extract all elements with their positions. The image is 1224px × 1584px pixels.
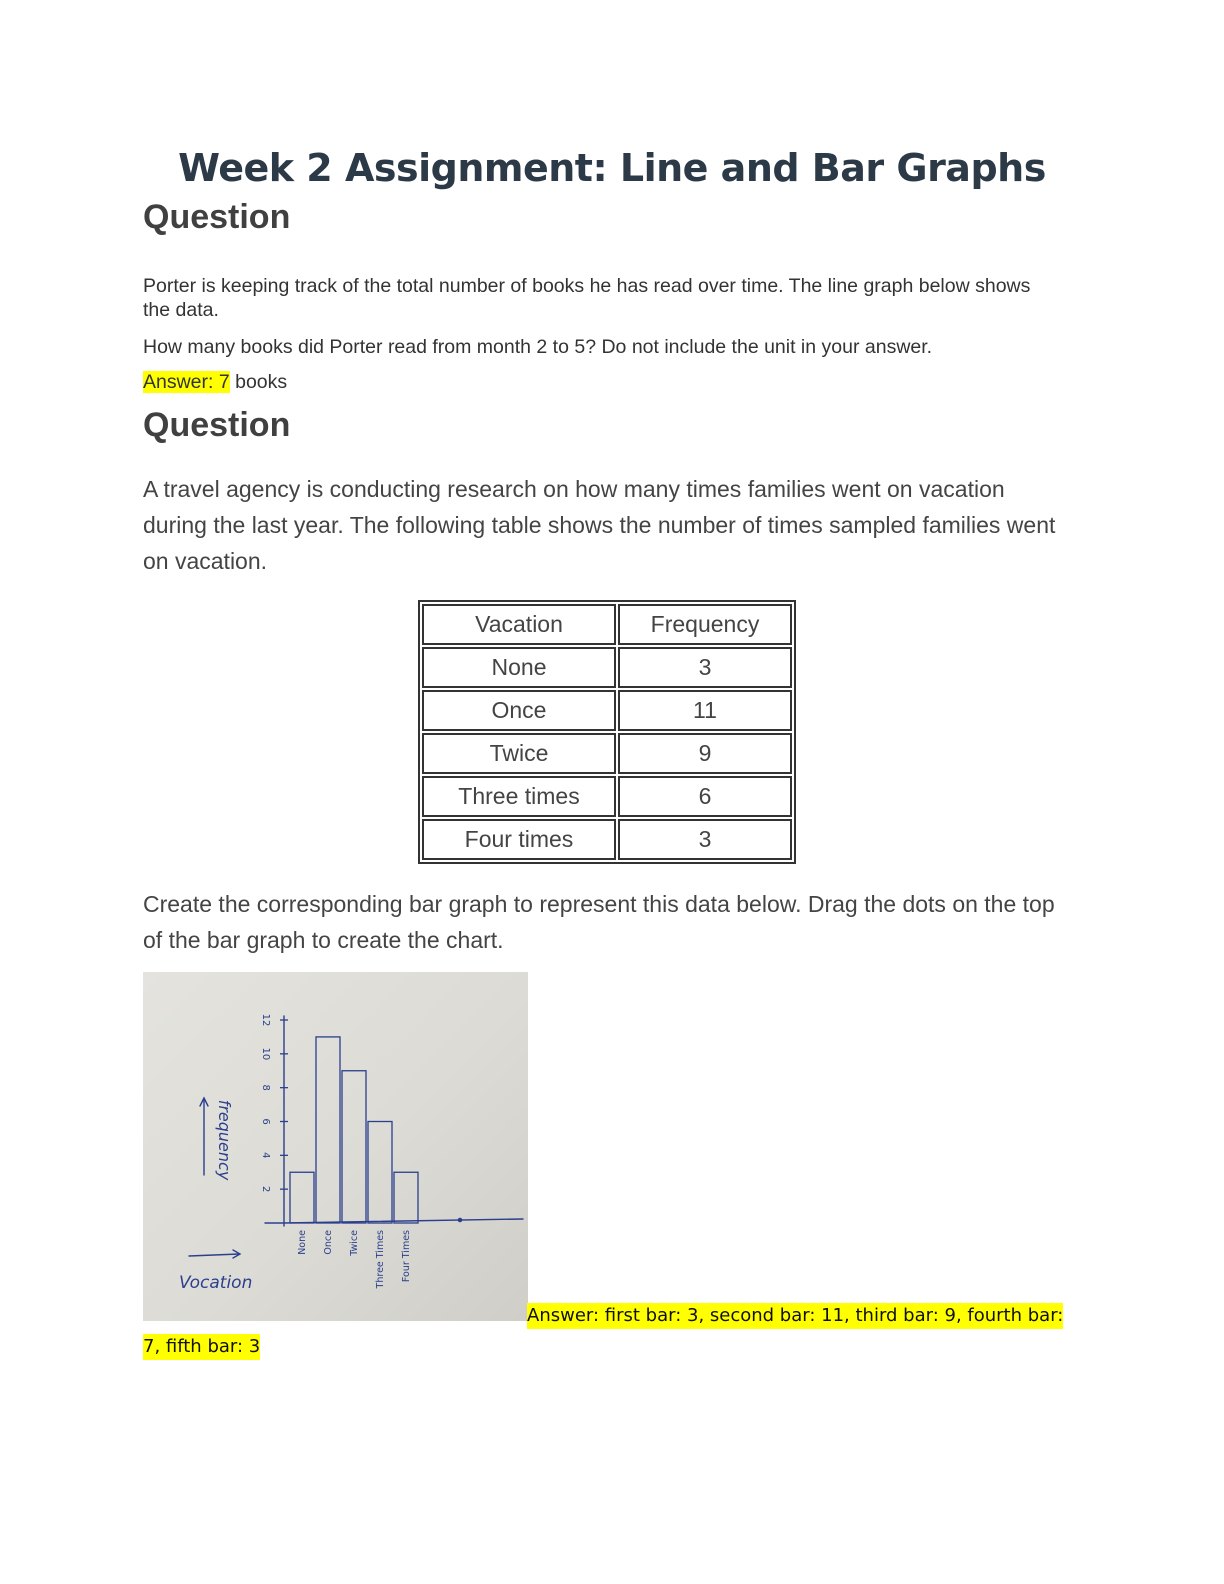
bar-graph-photo [143, 972, 528, 1321]
x-category-label: Three Times [375, 1230, 386, 1289]
table-cell: 6 [618, 776, 792, 817]
table-row [422, 733, 792, 774]
q1-answer-highlight: Answer: 7 [143, 371, 230, 393]
table-row [422, 690, 792, 731]
bar-twice [342, 1071, 366, 1223]
bar-none [290, 1172, 314, 1223]
bar-four-times [394, 1172, 418, 1223]
table-header-row [422, 604, 792, 645]
y-tick-label: 6 [260, 1118, 271, 1125]
table-cell: 3 [618, 819, 792, 860]
table-cell: 11 [618, 690, 792, 731]
x-axis-label: Vocation [179, 1273, 253, 1293]
x-arrow-line [189, 1254, 239, 1256]
hand-drawn-bar-chart [143, 972, 528, 1321]
vacation-table [418, 600, 796, 864]
q2-answer-line1: Answer: first bar: 3, second bar: 11, third bar: 9, fourth bar: [527, 1303, 1063, 1329]
x-category-label: Four Times [401, 1230, 412, 1283]
q1-heading: Question [143, 198, 291, 236]
table-cell: Three times [422, 776, 616, 817]
q2-text: A travel agency is conducting research on how many times families went on vacation during the last year. The following table shows the number of times sampled families went on vacation. [143, 476, 1056, 574]
axis-end-dot [458, 1218, 461, 1221]
table-cell: 3 [618, 647, 792, 688]
y-tick-label: 10 [260, 1047, 271, 1061]
q2-heading: Question [143, 406, 291, 444]
x-category-label: None [297, 1230, 308, 1255]
q2-answer-line2: 7, fifth bar: 3 [143, 1334, 260, 1360]
y-axis-label: frequency [215, 1099, 234, 1181]
y-tick-label: 2 [260, 1185, 271, 1193]
y-tick-label: 8 [260, 1084, 271, 1091]
table-header: Frequency [618, 604, 792, 645]
page-title: Week 2 Assignment: Line and Bar Graphs [178, 146, 1046, 190]
q2-instructions: Create the corresponding bar graph to represent this data below. Drag the dots on the top of the bar graph to create the chart. [143, 891, 1055, 953]
table-cell: 9 [618, 733, 792, 774]
table-header: Vacation [422, 604, 616, 645]
table-row [422, 819, 792, 860]
table-cell: Once [422, 690, 616, 731]
bar-once [316, 1037, 340, 1223]
bar-three-times [368, 1122, 392, 1224]
q1-text: Porter is keeping track of the total number of books he has read over time. The line graph below shows the data. [143, 275, 1031, 321]
table-cell: Four times [422, 819, 616, 860]
y-tick-label: 4 [260, 1152, 271, 1159]
q1-question: How many books did Porter read from month 2 to 5? Do not include the unit in your answer. [143, 336, 933, 358]
table-cell: None [422, 647, 616, 688]
q1-answer [143, 370, 1043, 394]
table-cell: Twice [422, 733, 616, 774]
q1-answer-unit: books [229, 371, 288, 393]
table-row [422, 647, 792, 688]
x-category-label: Once [323, 1230, 334, 1255]
x-category-label: Twice [349, 1230, 360, 1256]
table-row [422, 776, 792, 817]
y-tick-label: 12 [260, 1013, 271, 1027]
